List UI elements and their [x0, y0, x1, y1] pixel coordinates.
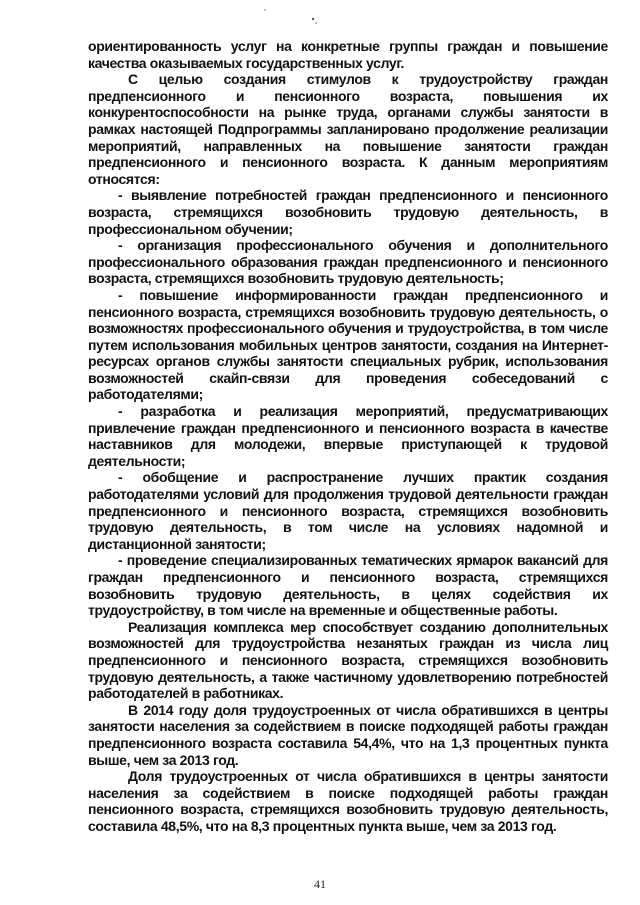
page-number: 41 [314, 877, 326, 891]
paragraph-3: Реализация комплекса мер способствует созданию дополнительных возможностей для трудоустройства незанятых граждан из числа лиц предпенсионного и пенсионного возраста, стремящихся возобновить трудовую деятельность, а также частичному удовлетворению потребностей работодателей в работниках. [88, 618, 608, 702]
body-text [88, 38, 608, 835]
paragraph-5: Доля трудоустроенных от числа обратившихся в центры занятости населения за содействием в поиске подходящей работы граждан пенсионного возраста, стремящихся возобновить трудовую деятельность, составила 48,5%, что на 8,3 процентных пункта выше, чем за 2013 год. [88, 768, 608, 834]
list-item-6: - проведение специализированных тематических ярмарок вакансий для граждан предпенсионного и пенсионного возраста, стремящихся возобновить трудовую деятельность, в целях содействия их трудоустройству, в том числе на временные и общественные работы. [88, 552, 608, 619]
list-item-3: - повышение информированности граждан предпенсионного и пенсионного возраста, стремящихся возобновить трудовую деятельность, о возможностях профессионального обучения и трудоустройства, в том числе путем использования мобильных центров занятости, создания на Интернет-ресурсах органов службы занятости специальных рубрик, использования возможностей скайп-связи для проведения собеседований с работодателями; [88, 286, 608, 403]
list-item-2: - организация профессионального обучения и дополнительного профессионального образования граждан предпенсионного и пенсионного возраста, стремящихся возобновить трудовую деятельность; [88, 237, 608, 287]
list-item-1: - выявление потребностей граждан предпенсионного и пенсионного возраста, стремящихся возобновить трудовую деятельность, в профессиональном обучении; [88, 187, 608, 237]
list-item-4: - разработка и реализация мероприятий, предусматривающих привлечение граждан предпенсионного и пенсионного возраста в качестве наставников для молодежи, впервые приступающей к трудовой деятельности; [88, 403, 608, 469]
list-item-5: - обобщение и распространение лучших практик создания работодателями условий для продолжения трудовой деятельности граждан предпенсионного и пенсионного возраста, стремящихся возобновить трудовую деятельность, в том числе на условиях надомной и дистанционной занятости; [88, 469, 608, 552]
paragraph-2: С целью создания стимулов к трудоустройству граждан предпенсионного и пенсионного возраста, повышения их конкурентоспособности на рынке труда, органами службы занятости в рамках настоящей Подпрограммы запланировано продолжение реализации мероприятий, направленных на повышение занятости граждан предпенсионного и пенсионного возраста. К данным мероприятиям относятся: [88, 71, 608, 187]
paragraph-1: ориентированность услуг на конкретные группы граждан и повышение качества оказываемых государственных услуг. [88, 38, 608, 71]
paragraph-4: В 2014 году доля трудоустроенных от числа обратившихся в центры занятости населения за содействием в поиске подходящей работы граждан предпенсионного возраста составила 54,4%, что на 1,3 процентных пункта выше, чем за 2013 год. [88, 701, 608, 768]
scan-specks [0, 0, 640, 40]
